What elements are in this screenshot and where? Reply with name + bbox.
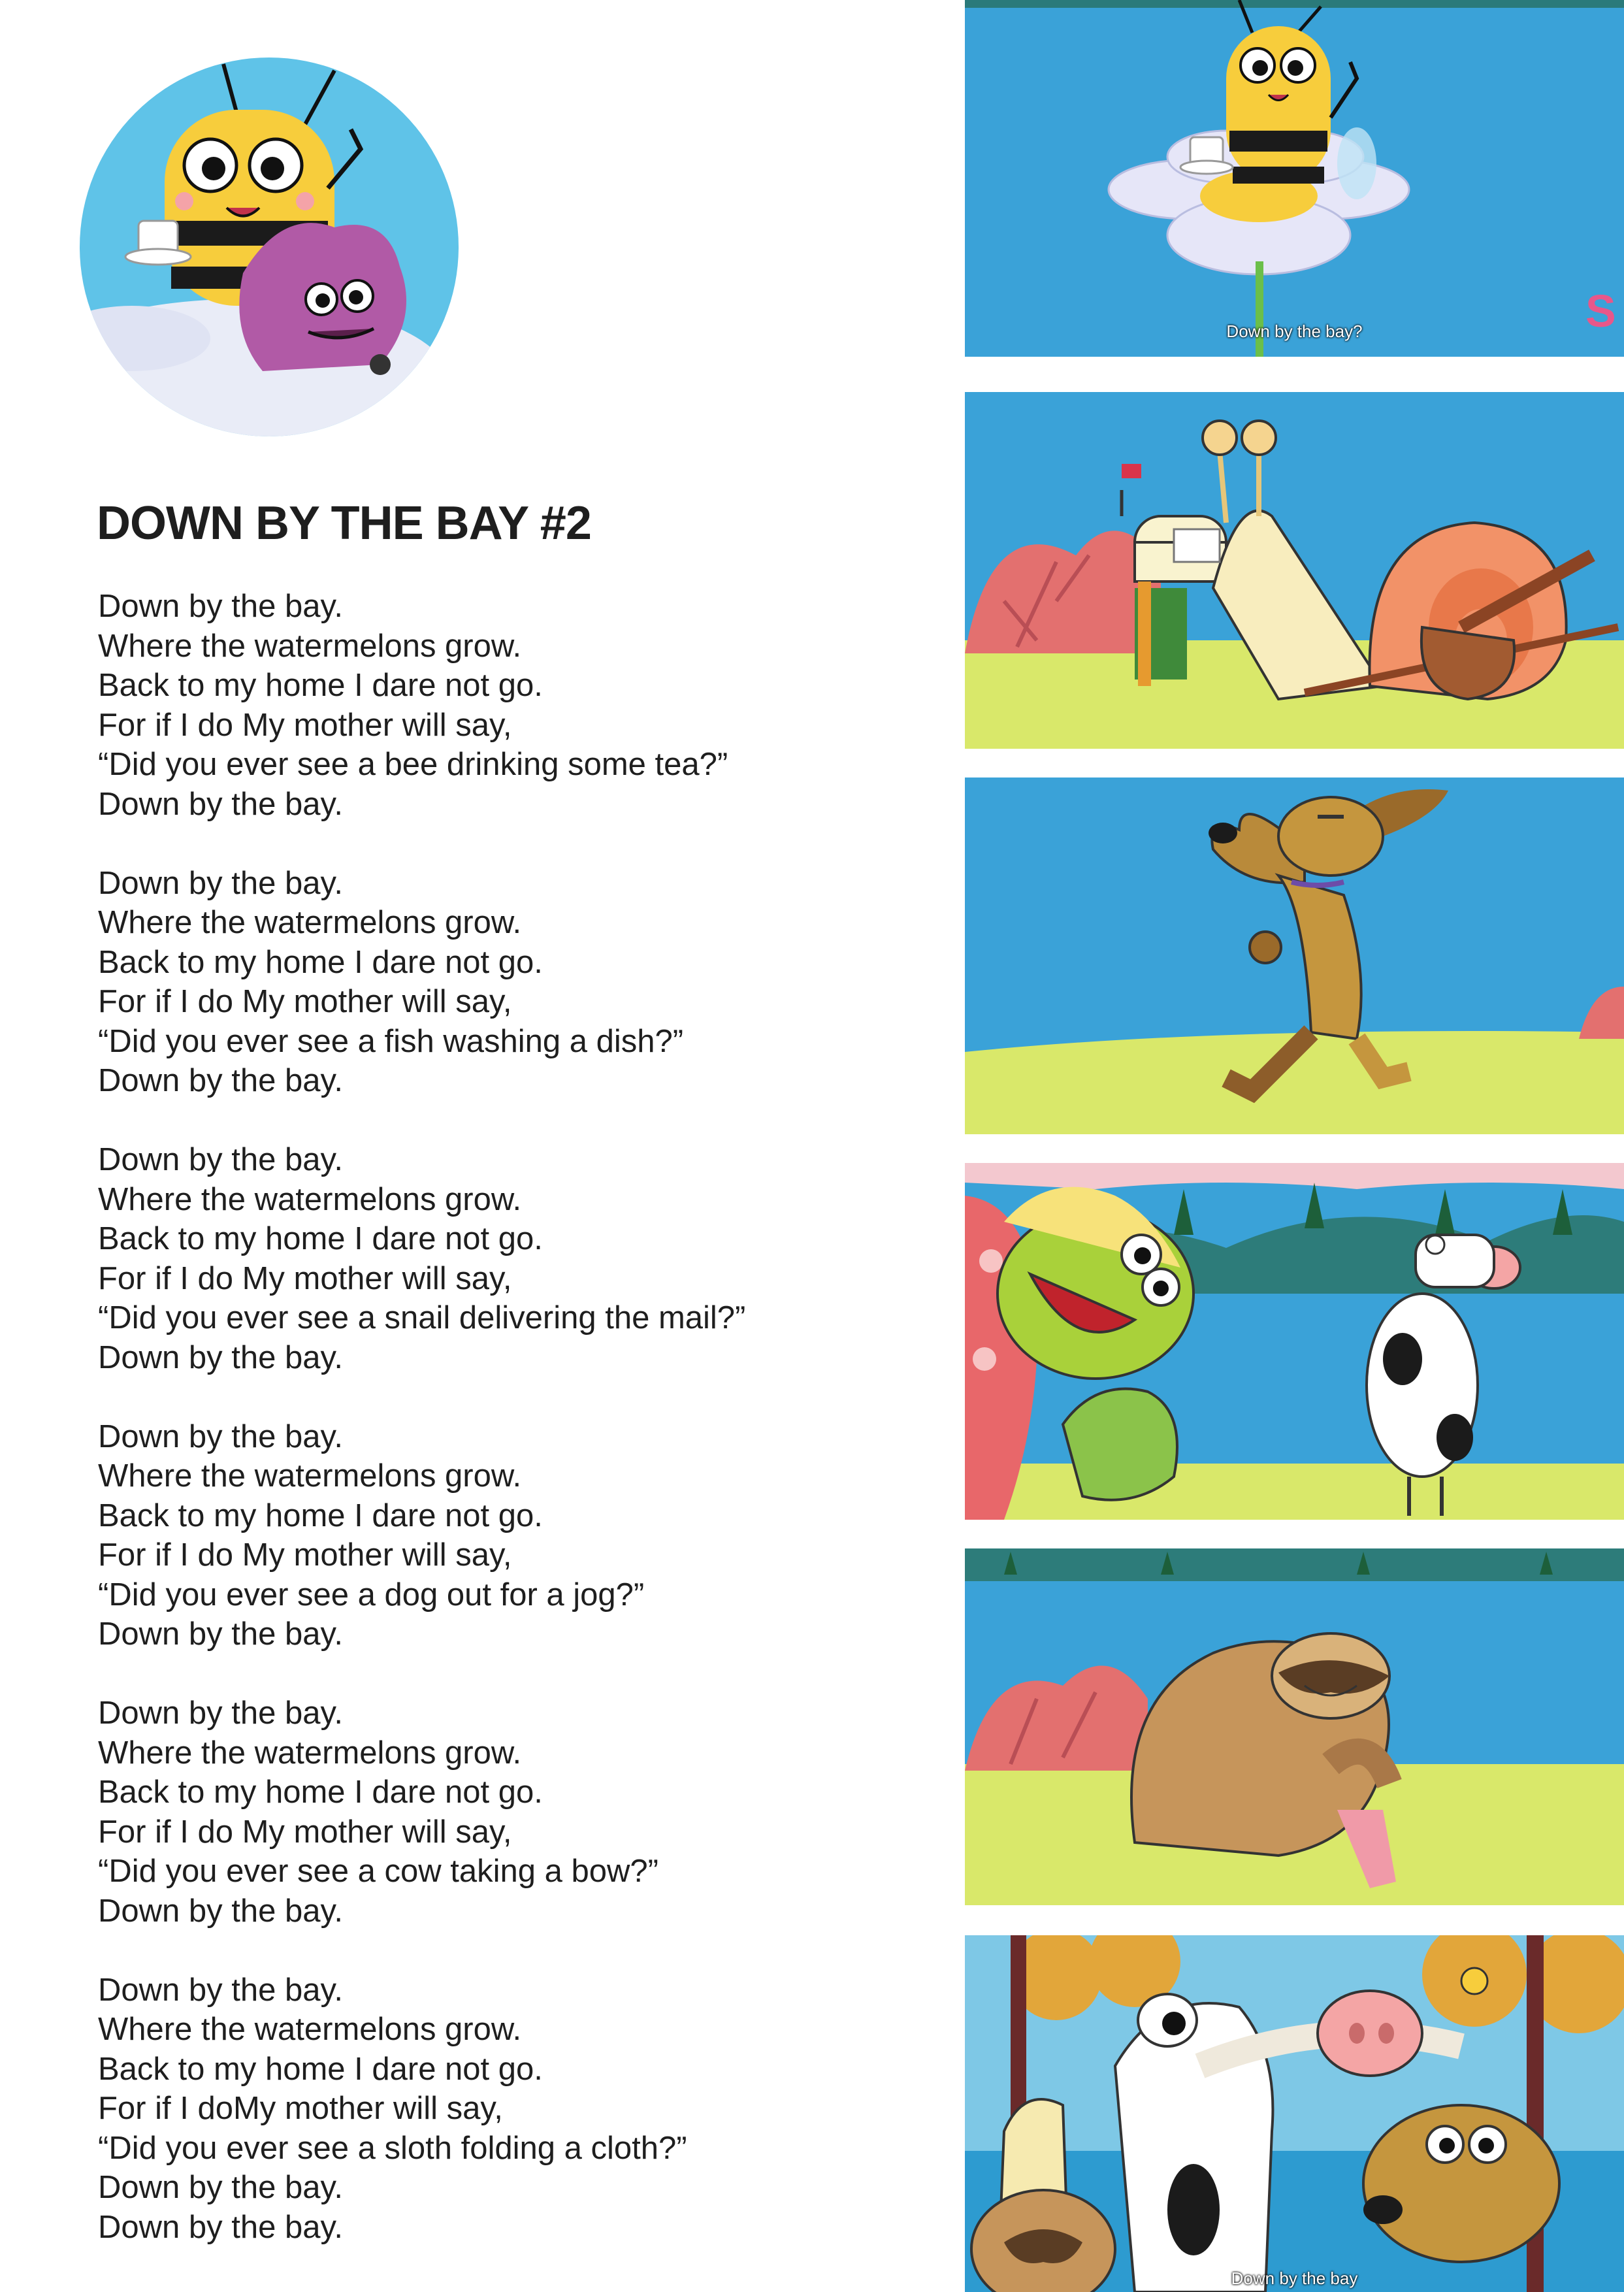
lyric-line: Where the watermelons grow. <box>98 1458 522 1494</box>
lyric-line: “Did you ever see a bee drinking some tea?” <box>98 747 728 782</box>
lyric-line: For if I do My mother will say, <box>98 707 512 743</box>
video-caption: Down by the bay? <box>1226 321 1363 341</box>
panel-all-characters <box>965 1935 1624 2292</box>
lyric-line: Back to my home I dare not go. <box>98 944 543 980</box>
lyric-line: Down by the bay. <box>98 865 343 901</box>
lyric-line: Where the watermelons grow. <box>98 1735 522 1771</box>
lyric-line: Down by the bay. <box>98 1418 343 1454</box>
lyric-line: Down by the bay. <box>98 1972 343 2008</box>
lyric-line: Down by the bay. <box>98 1142 343 1177</box>
verse-5 <box>98 1694 934 1931</box>
lyric-line: “Did you ever see a cow taking a bow?” <box>98 1854 658 1889</box>
lyric-line: “Did you ever see a sloth folding a cloth?” <box>98 2130 687 2166</box>
verse-6 <box>98 1971 934 2248</box>
lyric-line: Down by the bay. <box>98 1063 343 1098</box>
lyric-line: Down by the bay. <box>98 589 343 624</box>
lyric-line: For if I do My mother will say, <box>98 1537 512 1573</box>
lyric-line: Where the watermelons grow. <box>98 2012 522 2047</box>
lyric-line: “Did you ever see a dog out for a jog?” <box>98 1577 645 1613</box>
lyric-line: Down by the bay. <box>98 2170 343 2205</box>
lyric-line: For if I do My mother will say, <box>98 1814 512 1850</box>
lyric-line: Back to my home I dare not go. <box>98 2051 543 2087</box>
lyric-line: Back to my home I dare not go. <box>98 1498 543 1533</box>
bee-and-fish-avatar <box>80 57 459 436</box>
lyric-line: Down by the bay. <box>98 1695 343 1731</box>
verse-1 <box>98 587 934 824</box>
lyric-line: For if I do My mother will say, <box>98 1260 512 1296</box>
panel-bee-on-flower <box>965 0 1624 357</box>
lyric-line: Back to my home I dare not go. <box>98 1775 543 1810</box>
panel-fish-and-cow <box>965 1163 1624 1520</box>
lyric-line: Down by the bay. <box>98 786 343 822</box>
lyric-line: Down by the bay. <box>98 2209 343 2245</box>
lyric-line: Down by the bay. <box>98 1616 343 1652</box>
super-simple-logo: S <box>1585 286 1616 336</box>
panel-snail-mailbox <box>965 392 1624 749</box>
lyric-line: Where the watermelons grow. <box>98 628 522 664</box>
verse-3 <box>98 1140 934 1377</box>
verse-2 <box>98 864 934 1101</box>
lyric-line: For if I doMy mother will say, <box>98 2091 503 2126</box>
lyric-line: “Did you ever see a fish washing a dish?” <box>98 1023 684 1059</box>
lyric-line: Where the watermelons grow. <box>98 905 522 940</box>
song-title: DOWN BY THE BAY #2 <box>97 497 591 549</box>
lyric-line: Down by the bay. <box>98 1339 343 1375</box>
lyric-line: Back to my home I dare not go. <box>98 1221 543 1256</box>
verse-4 <box>98 1417 934 1654</box>
lyric-line: For if I do My mother will say, <box>98 984 512 1019</box>
lyric-line: Back to my home I dare not go. <box>98 668 543 703</box>
lyric-line: Down by the bay. <box>98 1893 343 1929</box>
lyric-line: Where the watermelons grow. <box>98 1181 522 1217</box>
panel-dog-walking <box>965 778 1624 1134</box>
lyric-line: “Did you ever see a snail delivering the mail?” <box>98 1300 746 1335</box>
lyrics <box>98 587 934 2287</box>
panel-sloth-sitting <box>965 1548 1624 1905</box>
video-caption: Down by the bay <box>1231 2268 1358 2288</box>
